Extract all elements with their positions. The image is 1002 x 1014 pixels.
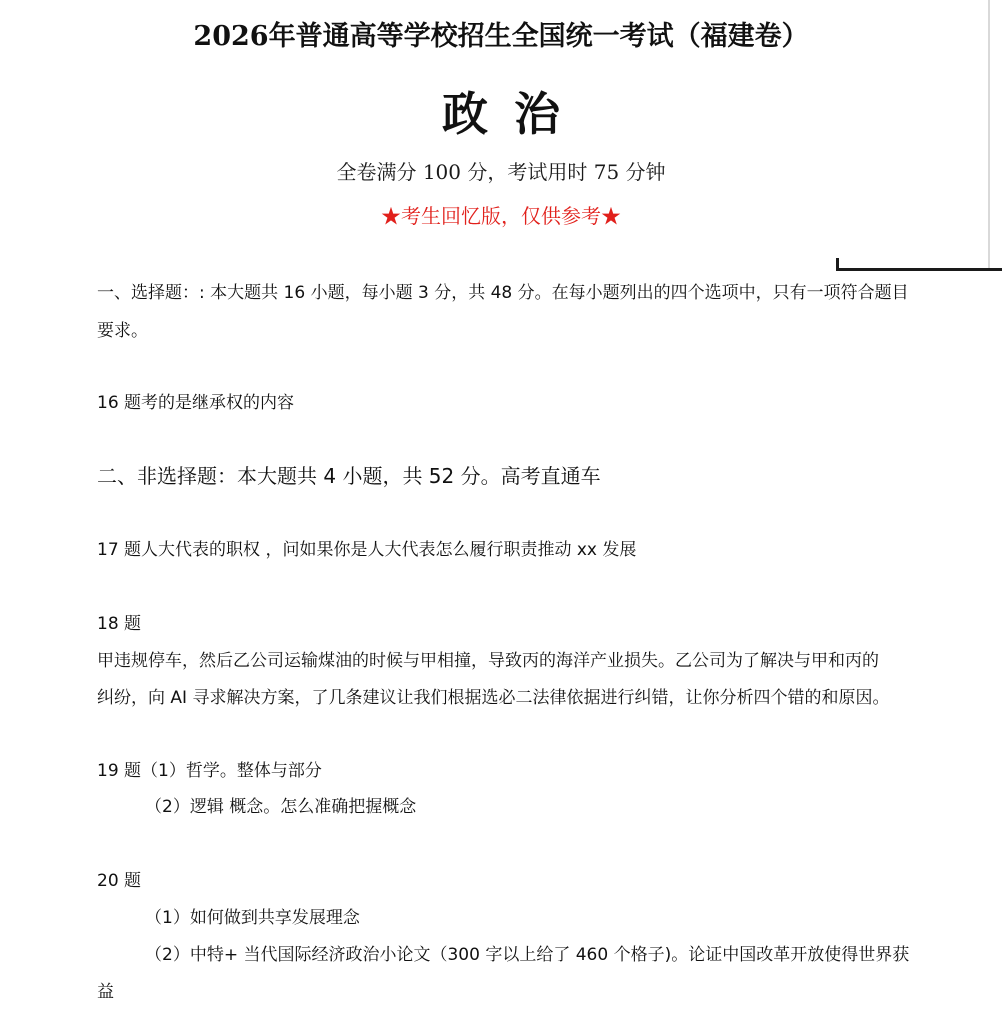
question-20-line3: 益	[97, 982, 114, 1002]
section2-heading: 二、非选择题：本大题共 4 小题，共 52 分。高考直通车	[97, 464, 601, 488]
question-18-title: 18 题	[97, 614, 142, 634]
question-20-title: 20 题	[97, 871, 142, 891]
scan-corner-line	[836, 268, 1002, 271]
exam-title: 2026年普通高等学校招生全国统一考试（福建卷）	[193, 21, 809, 52]
subject-title: 政治	[442, 87, 586, 141]
section1-instructions-line2: 要求。	[97, 321, 148, 341]
section1-instructions-line1: 一、选择题：: 本大题共 16 小题，每小题 3 分，共 48 分。在每小题列出的四个选项中，只有一项符合题目	[97, 283, 909, 303]
question-18-line1: 甲违规停车，然后乙公司运输煤油的时候与甲相撞，导致丙的海洋产业损失。乙公司为了解决与甲和丙的	[97, 651, 879, 671]
question-20-line1: （1）如何做到共享发展理念	[145, 908, 360, 928]
scan-corner-tick	[836, 258, 839, 271]
score-info: 全卷满分 100 分，考试用时 75 分钟	[336, 160, 666, 184]
question-20-line2: （2）中特+ 当代国际经济政治小论文（300 字以上给了 460 个格子)。论证中国改革开放使得世界获	[145, 945, 910, 965]
question-17: 17 题人大代表的职权 ，问如果你是人大代表怎么履行职责推动 xx 发展	[97, 540, 637, 560]
question-16: 16 题考的是继承权的内容	[97, 393, 295, 413]
question-18-line2: 纠纷，向 AI 寻求解决方案，了几条建议让我们根据选必二法律依据进行纠错，让你分析四个错的和原因。	[97, 688, 890, 708]
recall-note: ★考生回忆版，仅供参考★	[381, 204, 621, 228]
question-19-line1: 19 题（1）哲学。整体与部分	[97, 761, 322, 781]
question-19-line2: （2）逻辑 概念。怎么准确把握概念	[145, 797, 417, 817]
